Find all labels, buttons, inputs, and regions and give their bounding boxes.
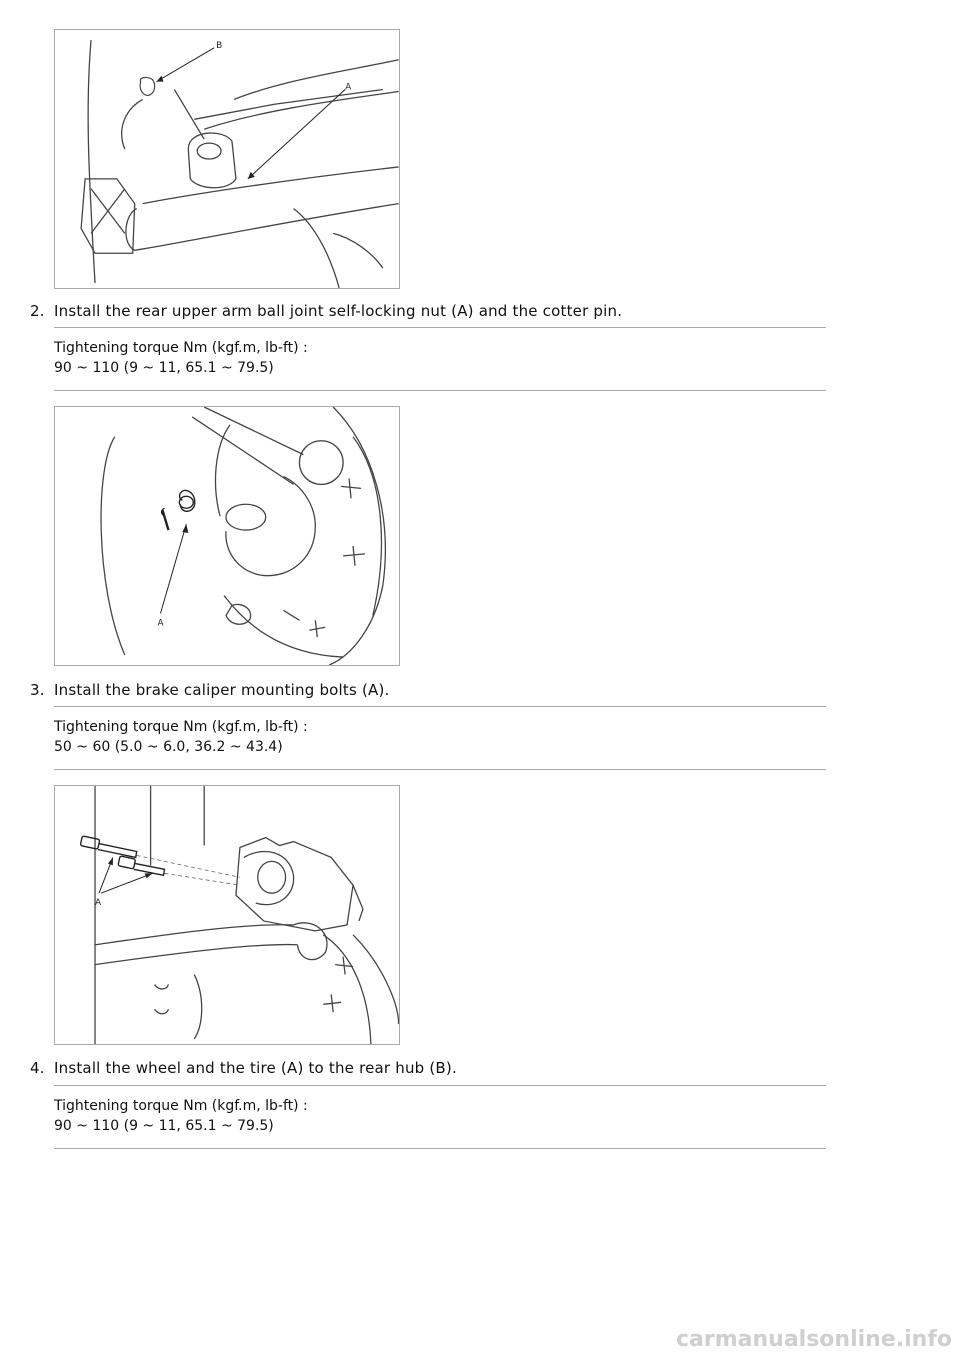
ball-joint-illustration bbox=[55, 30, 399, 288]
torque-value: 90 ~ 110 (9 ~ 11, 65.1 ~ 79.5) bbox=[54, 360, 274, 376]
step-text: Install the rear upper arm ball joint self-locking nut (A) and the cotter pin. bbox=[54, 302, 623, 320]
torque-title: Tightening torque Nm (kgf.m, lb-ft) : bbox=[54, 340, 308, 356]
step-number: 2. bbox=[30, 302, 45, 320]
step-4 bbox=[30, 1058, 890, 1078]
torque-spec-box bbox=[54, 327, 826, 391]
torque-value: 50 ~ 60 (5.0 ~ 6.0, 36.2 ~ 43.4) bbox=[54, 739, 283, 755]
callout-a: A bbox=[95, 898, 102, 909]
torque-spec-box bbox=[54, 1085, 826, 1149]
nut-cotter-pin-illustration bbox=[55, 407, 399, 665]
figure-caliper-bolts bbox=[54, 785, 400, 1045]
step-number: 4. bbox=[30, 1059, 45, 1077]
callout-b: B bbox=[216, 40, 223, 51]
callout-a: A bbox=[157, 618, 164, 629]
torque-spec-box bbox=[54, 706, 826, 770]
torque-value: 90 ~ 110 (9 ~ 11, 65.1 ~ 79.5) bbox=[54, 1118, 274, 1134]
figure-self-locking-nut bbox=[54, 406, 400, 666]
caliper-bolts-illustration bbox=[55, 786, 399, 1044]
watermark: carmanualsonline.info bbox=[676, 1327, 952, 1352]
step-text: Install the brake caliper mounting bolts (A). bbox=[54, 681, 390, 699]
step-number: 3. bbox=[30, 681, 45, 699]
step-text: Install the wheel and the tire (A) to the rear hub (B). bbox=[54, 1059, 457, 1077]
torque-title: Tightening torque Nm (kgf.m, lb-ft) : bbox=[54, 1098, 308, 1114]
figure-ball-joint-nut bbox=[54, 29, 400, 289]
callout-a: A bbox=[345, 82, 352, 93]
torque-title: Tightening torque Nm (kgf.m, lb-ft) : bbox=[54, 719, 308, 735]
step-3 bbox=[30, 680, 890, 700]
step-2 bbox=[30, 301, 890, 321]
